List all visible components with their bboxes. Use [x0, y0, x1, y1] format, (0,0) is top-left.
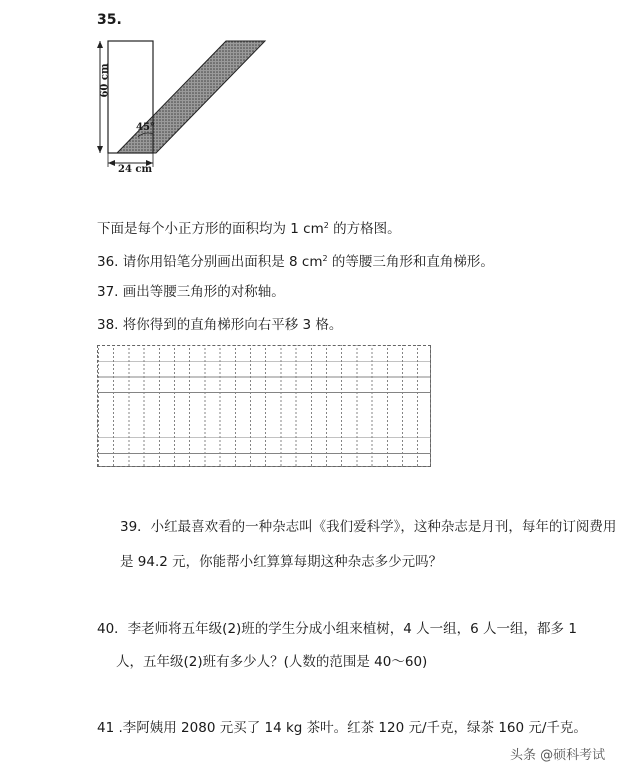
square-grid [97, 345, 431, 467]
watermark: 头条 @硕科考试 [510, 748, 606, 763]
question-41-line-1: 41 .李阿姨用 2080 元买了 14 kg 茶叶。红茶 120 元/千克，绿茶 160 元/千克。 [97, 720, 587, 736]
question-37-text: 37. 画出等腰三角形的对称轴。 [97, 284, 285, 300]
question-39-line-1: 39．小红最喜欢看的一种杂志叫《我们爱科学》，这种杂志是月刊，每年的订阅费用 [120, 519, 617, 535]
height-label: 60 cm [99, 63, 111, 98]
grid-intro-text: 下面是每个小正方形的面积均为 1 $cm^2$ 的方格图。 [97, 221, 401, 237]
question-35-figure [90, 35, 280, 180]
question-36-text: 36. 请你用铅笔分别画出面积是 8 $cm^2$ 的等腰三角形和直角梯形。 [97, 254, 494, 270]
question-38-text: 38. 将你得到的直角梯形向右平移 3 格。 [97, 317, 343, 333]
question-39-line-2: 是 94.2 元，你能帮小红算算每期这种杂志多少元吗？ [120, 554, 443, 570]
base-label: 24 cm [118, 164, 153, 175]
question-40-line-2: 人，五年级(2)班有多少人？(人数的范围是 40～60) [116, 654, 428, 670]
question-35-number: 35. [97, 12, 122, 28]
angle-label: 45° [136, 122, 155, 133]
question-40-line-1: 40．李老师将五年级(2)班的学生分成小组来植树，4 人一组，6 人一组，都多 1 [97, 621, 577, 637]
